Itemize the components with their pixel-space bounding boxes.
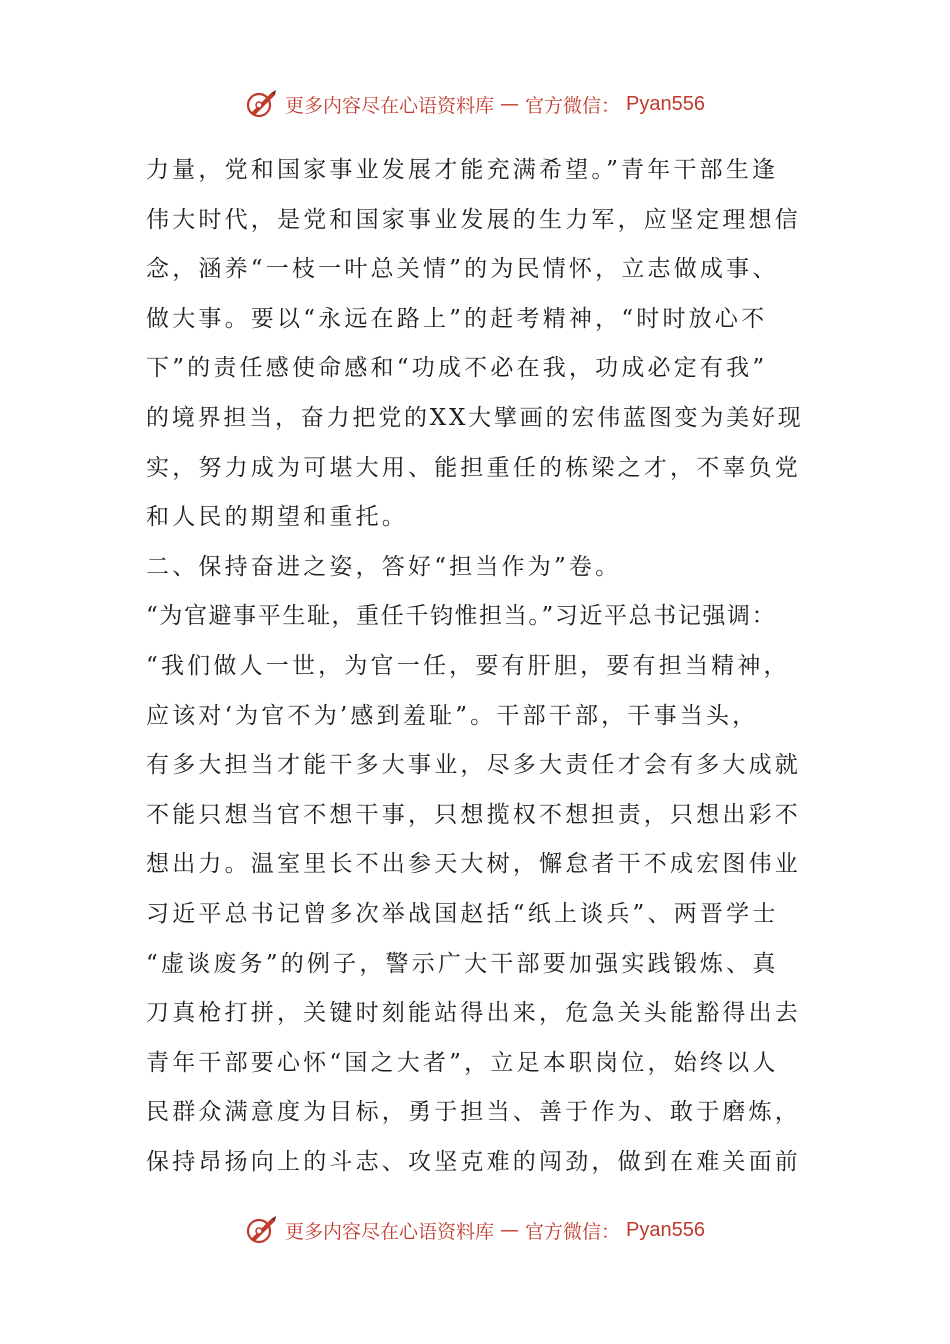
- body-line: 保持昂扬向上的斗志、攻坚克难的闯劲，做到在难关面前: [146, 1148, 801, 1175]
- footer-banner-text: 更多内容尽在心语资料库: [285, 1220, 495, 1243]
- body-line: 做大事。要以“永远在路上”的赶考精神，“时时放心不: [146, 305, 768, 332]
- footer-banner-separator: —: [500, 1219, 520, 1241]
- header-banner: [0, 82, 950, 126]
- footer-banner: [0, 1208, 950, 1252]
- body-line: 想出力。温室里长不出参天大树，懈怠者干不成宏图伟业: [146, 851, 801, 878]
- body-line: 的境界担当，奋力把党的XX大擘画的宏伟蓝图变为美好现: [146, 404, 804, 431]
- footer-wechat-label: 官方微信：: [525, 1220, 621, 1243]
- body-line: 民群众满意度为目标，勇于担当、善于作为、敢于磨炼，: [146, 1099, 801, 1126]
- header-banner-text: 更多内容尽在心语资料库: [285, 94, 495, 117]
- section-heading: 二、保持奋进之姿，答好“担当作为”卷。: [146, 553, 622, 580]
- body-line: 不能只想当官不想干事，只想揽权不想担责，只想出彩不: [146, 801, 801, 828]
- footer-banner-content: [245, 1213, 705, 1247]
- header-wechat-label: 官方微信：: [525, 94, 621, 117]
- body-line: 青年干部要心怀“国之大者”，立足本职岗位，始终以人: [146, 1049, 779, 1076]
- body-line: 伟大时代，是党和国家事业发展的生力军，应坚定理想信: [146, 206, 801, 233]
- body-line: 和人民的期望和重托。: [146, 504, 408, 531]
- document-body: [146, 146, 808, 1187]
- pen-logo-icon: [245, 87, 279, 121]
- pen-logo-icon: [245, 1213, 279, 1247]
- body-line: 下”的责任感使命感和“功成不必在我，功成必定有我”: [146, 355, 768, 382]
- body-line: 习近平总书记曾多次举战国赵括“纸上谈兵”、两晋学士: [146, 900, 779, 927]
- header-banner-content: [245, 87, 705, 121]
- body-line: 念，涵养“一枝一叶总关情”的为民情怀，立志做成事、: [146, 256, 779, 283]
- body-line: 应该对‘为官不为’感到羞耻”。干部干部，干事当头，: [146, 702, 759, 729]
- body-line: 力量，党和国家事业发展才能充满希望。”青年干部生逢: [146, 157, 779, 183]
- body-line: “虚谈废务”的例子，警示广大干部要加强实践锻炼、真: [146, 950, 779, 977]
- body-line: 有多大担当才能干多大事业，尽多大责任才会有多大成就: [146, 752, 801, 779]
- header-banner-separator: —: [500, 93, 520, 115]
- body-line: “为官避事平生耻，重任千钧惟担当。”习近平总书记强调：: [146, 603, 777, 630]
- body-line: “我们做人一世，为官一任，要有肝胆，要有担当精神，: [146, 652, 790, 679]
- body-line: 刀真枪打拼，关键时刻能站得出来，危急关头能豁得出去: [146, 1000, 801, 1027]
- header-wechat-id: Pyan556: [626, 92, 705, 115]
- footer-wechat-id: Pyan556: [626, 1218, 705, 1241]
- body-line: 实，努力成为可堪大用、能担重任的栋梁之才，不辜负党: [146, 454, 801, 481]
